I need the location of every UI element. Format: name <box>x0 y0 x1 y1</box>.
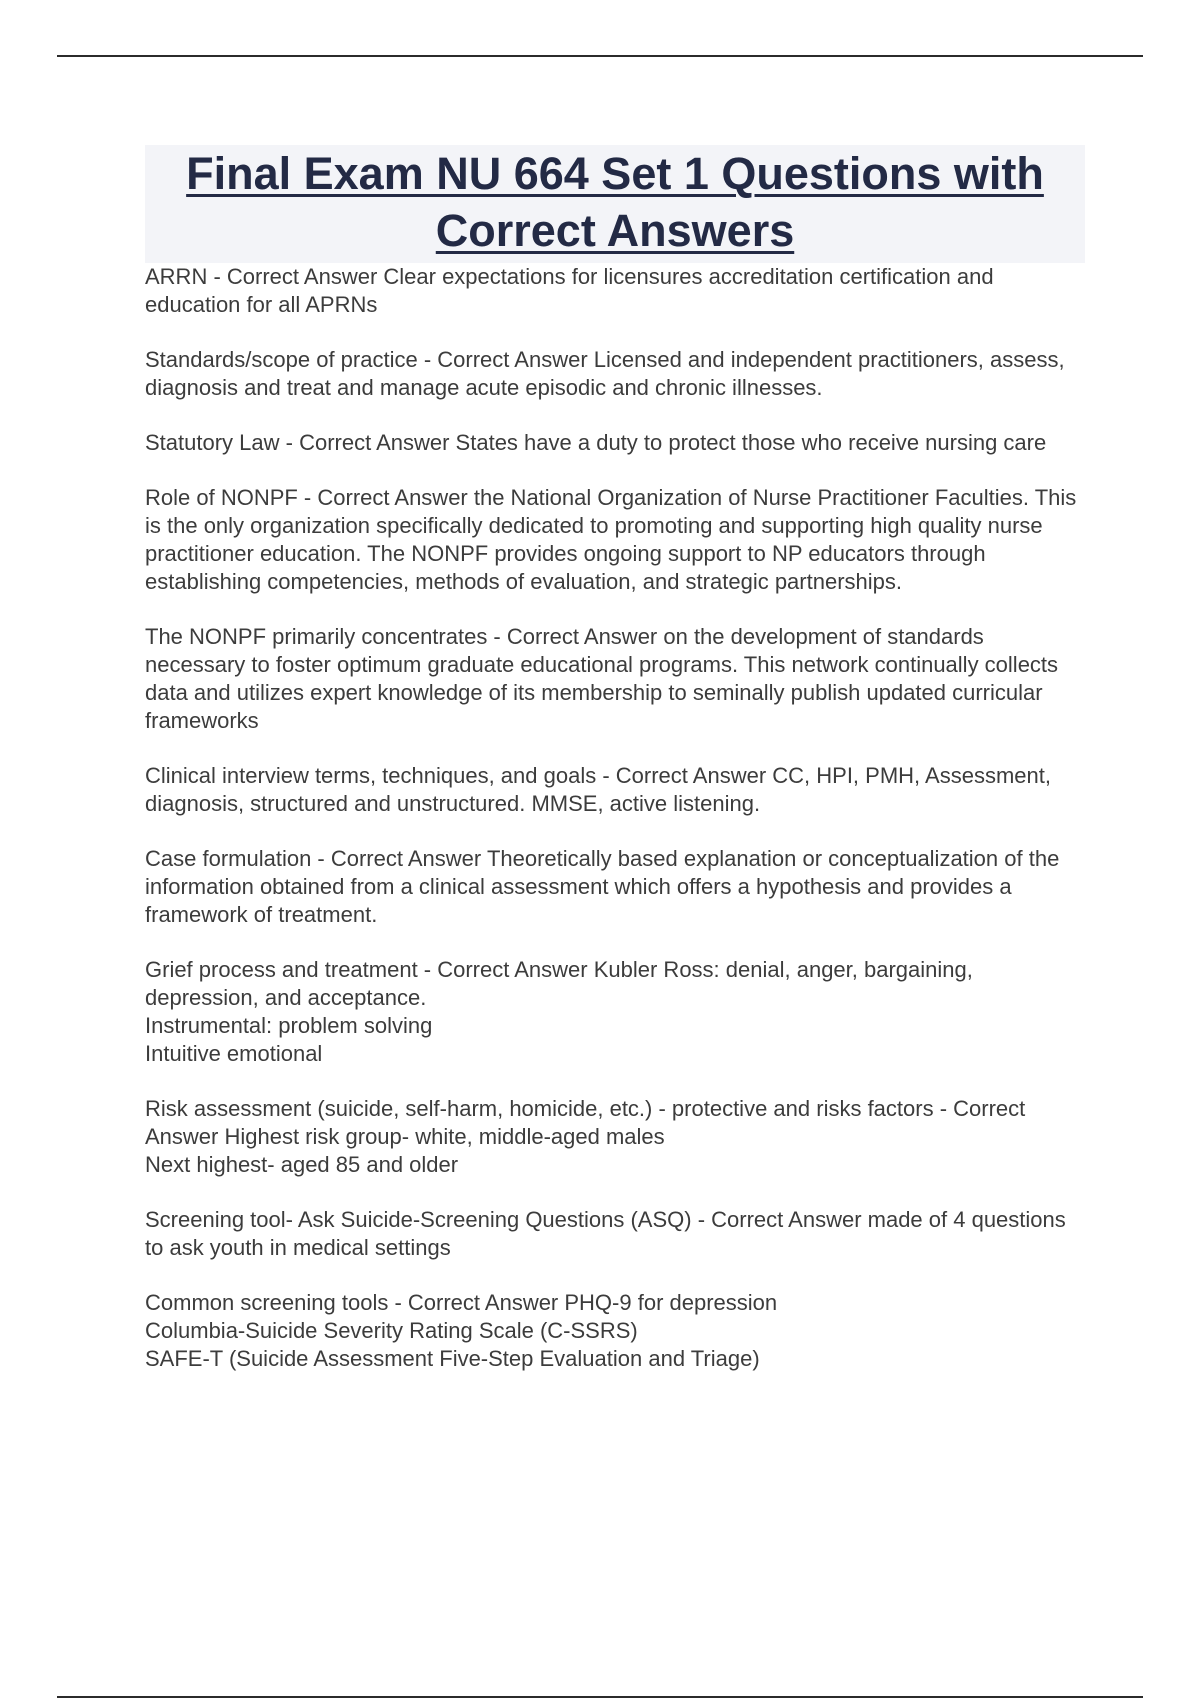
qa-item-role-of-nonpf: Role of NONPF - Correct Answer the National Organization of Nurse Practitioner Faculties. This is the only organization specifically dedicated to promoting and supporting high quality nurse practitioner education. The NONPF provides ongoing support to NP educators through establishing competencies, methods of evaluation, and strategic partnerships. <box>145 485 1077 594</box>
bottom-rule <box>57 1696 1143 1698</box>
top-rule <box>57 55 1143 57</box>
qa-item-common-screening-tools: Common screening tools - Correct Answer PHQ-9 for depression Columbia-Suicide Severity Rating Scale (C-SSRS) SAFE-T (Suicide Assessment Five-Step Evaluation and Triage) <box>145 1290 778 1371</box>
qa-item-nonpf-concentrates: The NONPF primarily concentrates - Correct Answer on the development of standards necessary to foster optimum graduate educational programs. This network continually collects data and utilizes expert knowledge of its membership to seminally publish updated curricular frameworks <box>145 624 1059 733</box>
qa-item-statutory-law: Statutory Law - Correct Answer States have a duty to protect those who receive nursing care <box>145 430 1047 455</box>
document-title: Final Exam NU 664 Set 1 Questions with Correct Answers <box>145 145 1085 263</box>
qa-item-asq-screening: Screening tool- Ask Suicide-Screening Questions (ASQ) - Correct Answer made of 4 questions to ask youth in medical settings <box>145 1207 1066 1260</box>
qa-item-standards-scope: Standards/scope of practice - Correct Answer Licensed and independent practitioners, assess, diagnosis and treat and manage acute episodic and chronic illnesses. <box>145 347 1065 400</box>
qa-item-case-formulation: Case formulation - Correct Answer Theoretically based explanation or conceptualization of the information obtained from a clinical assessment which offers a hypothesis and provides a framework of treatment. <box>145 846 1060 927</box>
qa-list <box>145 263 1085 1373</box>
qa-item-arrn: ARRN - Correct Answer Clear expectations for licensures accreditation certification and education for all APRNs <box>145 264 994 317</box>
qa-item-risk-assessment: Risk assessment (suicide, self-harm, homicide, etc.) - protective and risks factors - Correct Answer Highest risk group- white, middle-aged males Next highest- aged 85 and older <box>145 1096 1026 1177</box>
document-body <box>145 145 1085 1400</box>
qa-item-grief-process: Grief process and treatment - Correct Answer Kubler Ross: denial, anger, bargaining, depression, and acceptance. Instrumental: problem solving Intuitive emotional <box>145 957 973 1066</box>
qa-item-clinical-interview: Clinical interview terms, techniques, and goals - Correct Answer CC, HPI, PMH, Assessment, diagnosis, structured and unstructured. MMSE, active listening. <box>145 763 1051 816</box>
